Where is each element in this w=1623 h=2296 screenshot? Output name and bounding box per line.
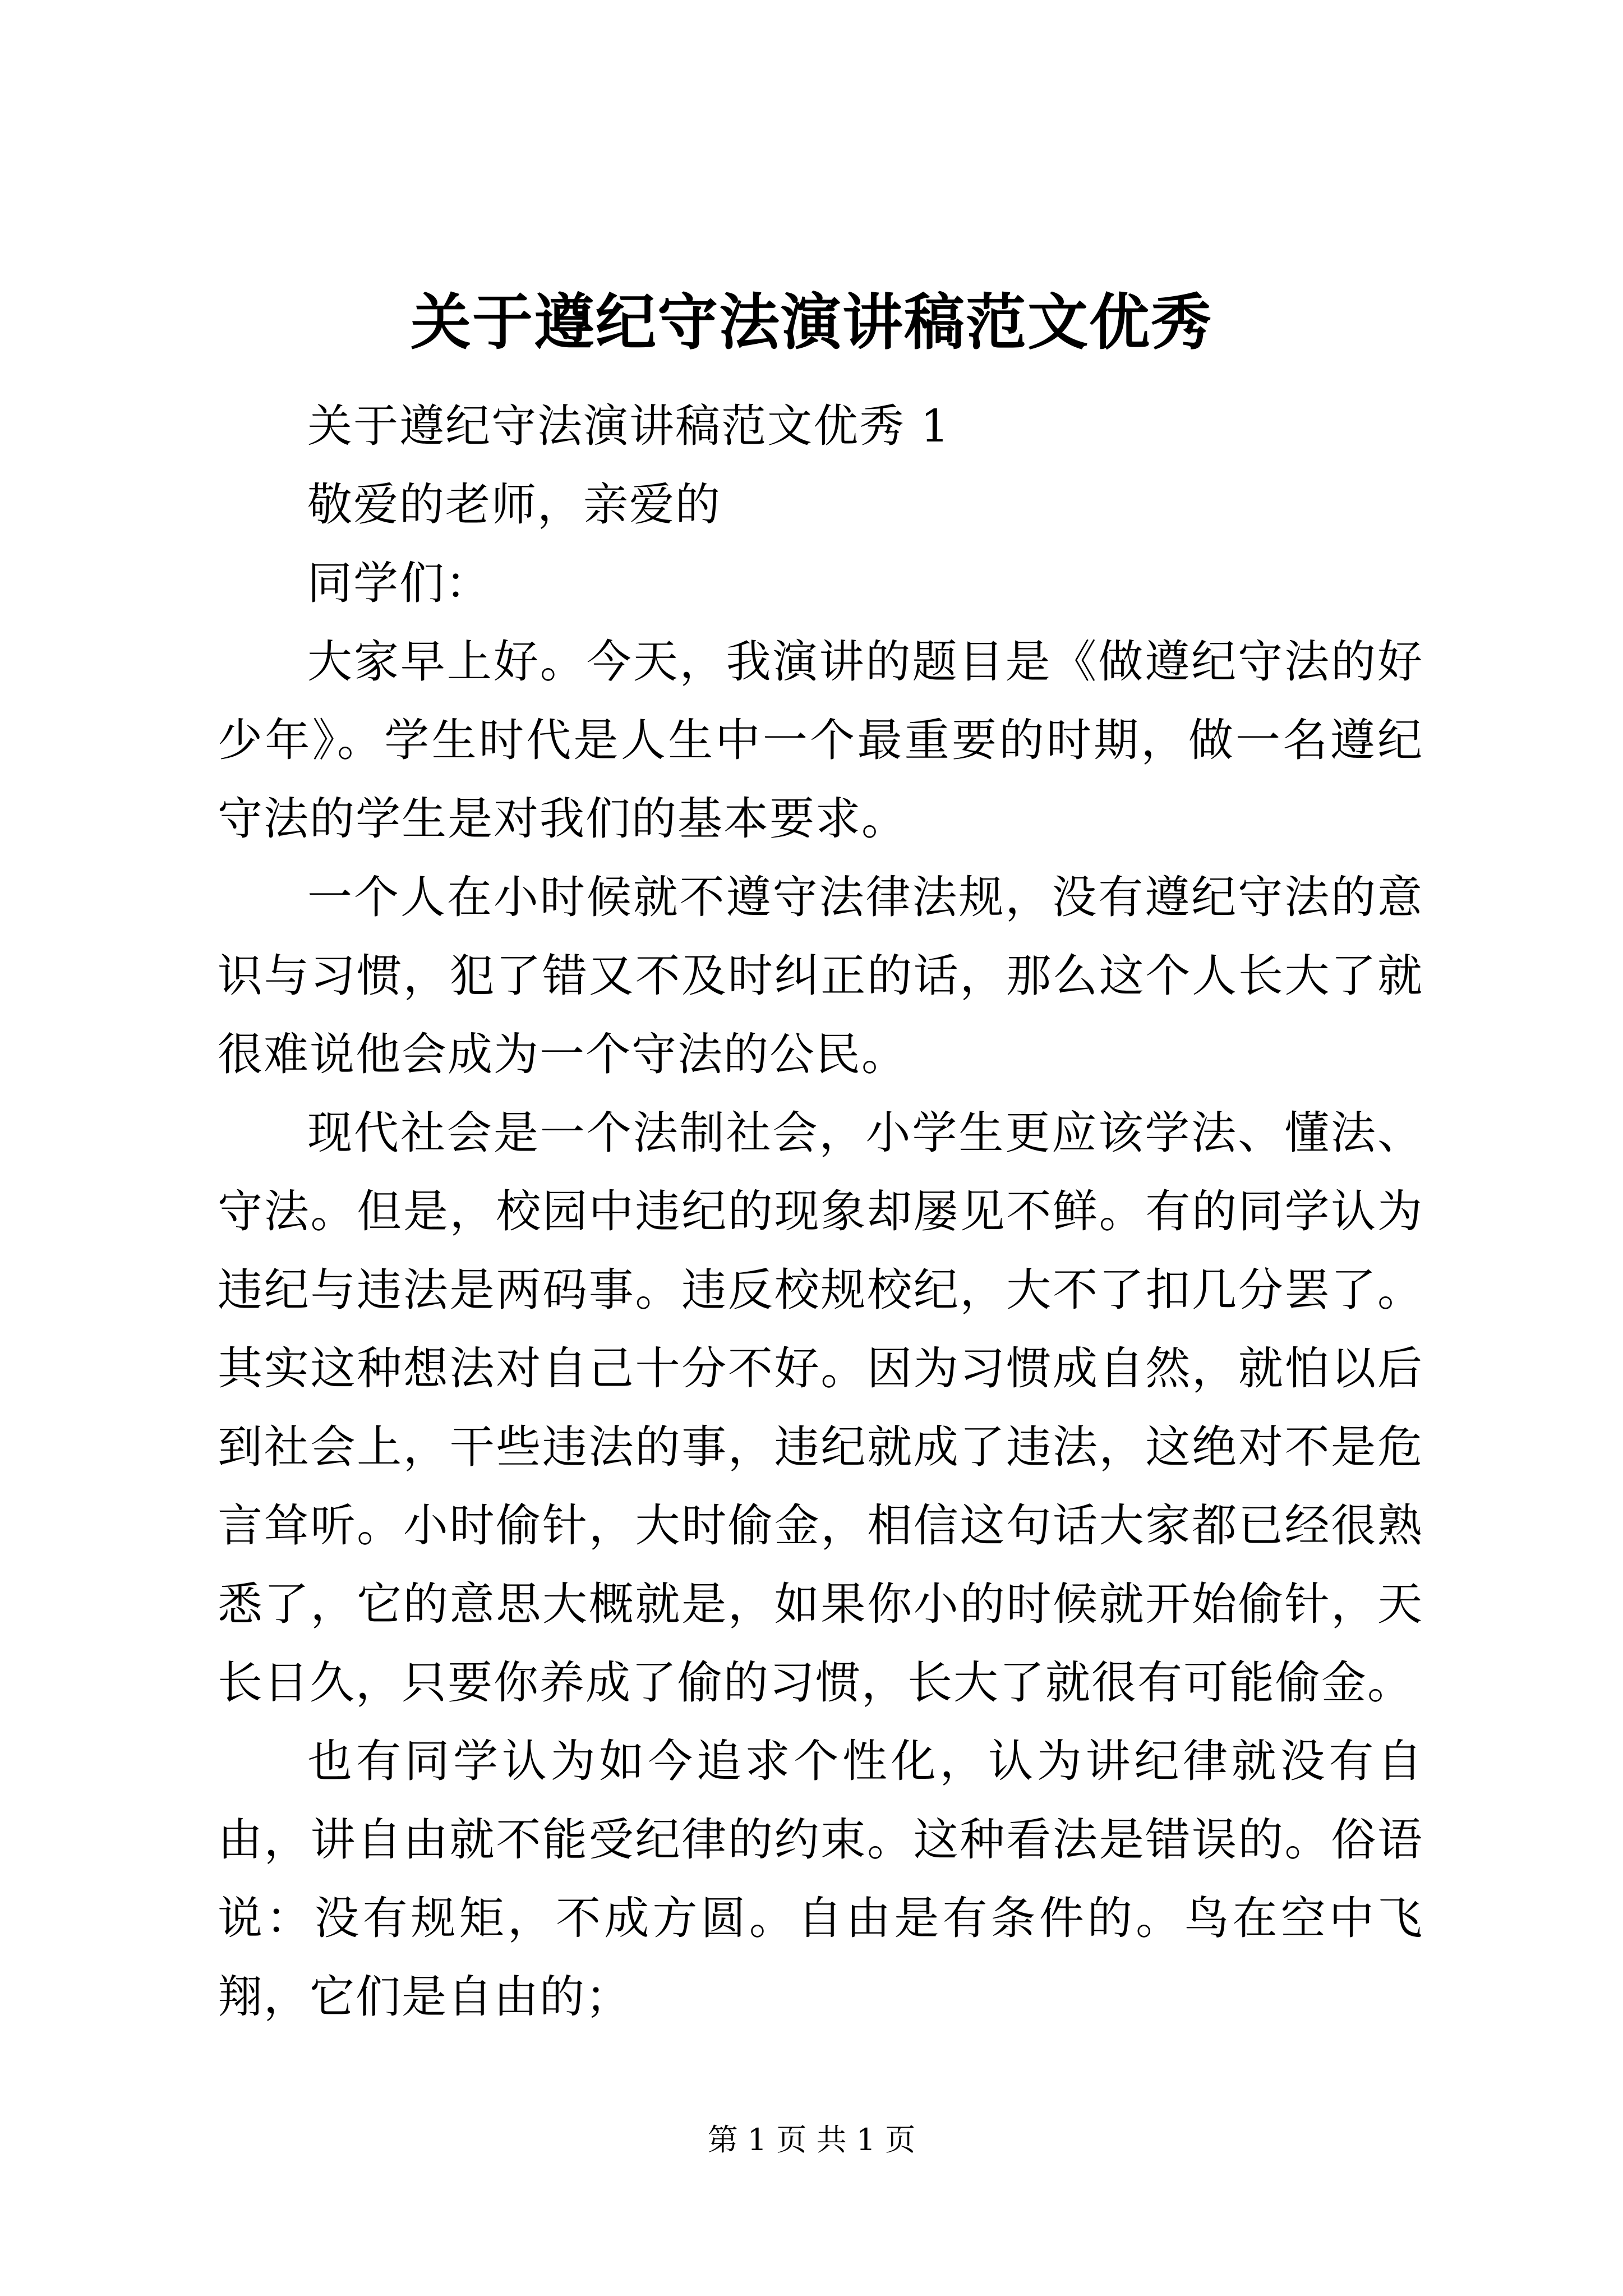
paragraph: 现代社会是一个法制社会，小学生更应该学法、懂法、守法。但是，校园中违纪的现象却屡见不鲜。有的同学认为违纪与违法是两码事。违反校规校纪，大不了扣几分罢了。其实这种想法对自己十分不好。因为习惯成自然，就怕以后到社会上，干些违法的事，违纪就成了违法，这绝对不是危言耸听。小时偷针，大时偷金，相信这句话大家都已经很熟悉了，它的意思大概就是，如果你小的时候就开始偷针，天长日久，只要你养成了偷的习惯，长大了就很有可能偷金。 (218, 1107, 1423, 1709)
document-title: 关于遵纪守法演讲稿范文优秀 (410, 287, 1212, 358)
document-body (218, 387, 1423, 2036)
paragraph-salutation: 敬爱的老师，亲爱的 (307, 478, 721, 531)
paragraph: 一个人在小时候就不遵守法律法规，没有遵纪守法的意识与习惯，犯了错又不及时纠正的话，那么这个人长大了就很难说他会成为一个守法的公民。 (218, 871, 1423, 1080)
page-footer: 第 1 页 共 1 页 (707, 2122, 916, 2157)
paragraph-heading: 关于遵纪守法演讲稿范文优秀 1 (307, 400, 951, 452)
paragraph: 大家早上好。今天，我演讲的题目是《做遵纪守法的好少年》。学生时代是人生中一个最重要的时期，做一名遵纪守法的学生是对我们的基本要求。 (218, 636, 1423, 845)
paragraph: 也有同学认为如今追求个性化，认为讲纪律就没有自由，讲自由就不能受纪律的约束。这种看法是错误的。俗语说：没有规矩，不成方圆。自由是有条件的。鸟在空中飞翔，它们是自由的； (218, 1735, 1423, 2023)
paragraph-salutation-cont: 同学们： (307, 557, 491, 609)
